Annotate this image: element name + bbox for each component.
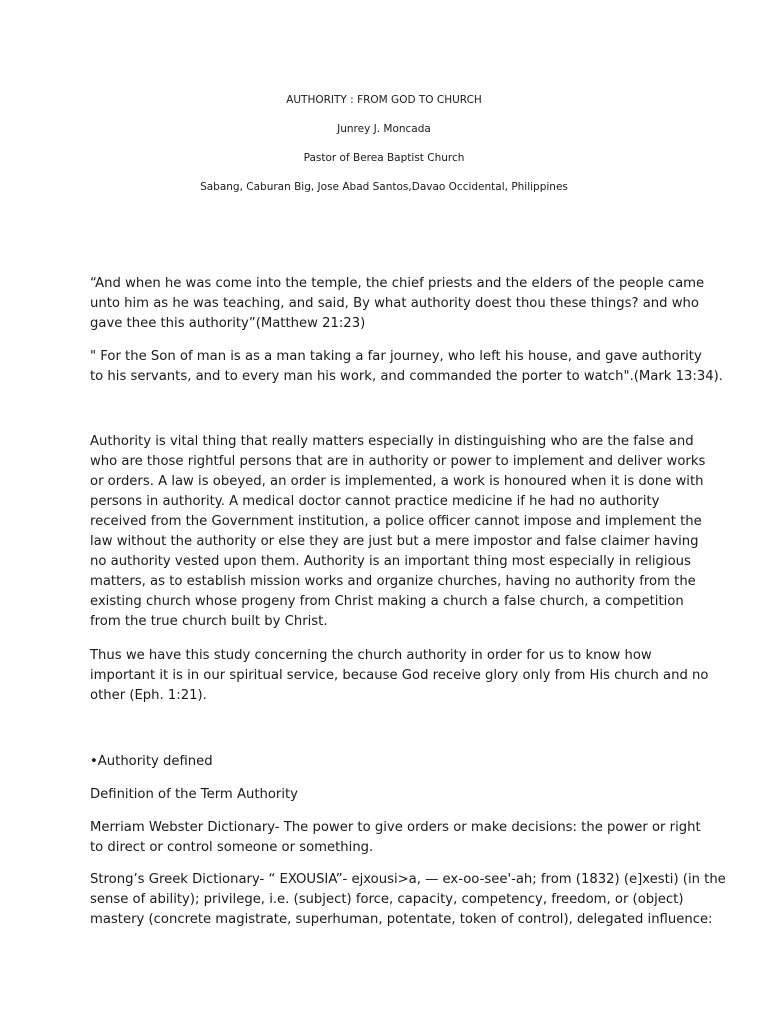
section-heading-authority-defined (90, 752, 690, 772)
author-position: Pastor of Berea Baptist Church (303, 152, 465, 164)
text-line: or orders. A law is obeyed, an order is implemented, a work is honoured when it is done with (90, 474, 704, 489)
author-name: Junrey J. Moncada (337, 123, 431, 135)
definition-merriam-webster (90, 818, 701, 858)
subheading-text: Definition of the Term Authority (90, 787, 298, 802)
text-line: from the true church built by Christ. (90, 614, 328, 629)
text-line: to his servants, and to every man his work, and commanded the porter to watch".(Mark 13:34). (90, 369, 723, 384)
text-line: other (Eph. 1:21). (90, 688, 207, 703)
text-line: important it is in our spiritual service, because God receive glory only from His church and no (90, 668, 709, 683)
text-line: law without the authority or else they are just but a mere impostor and false claimer having (90, 534, 699, 549)
text-line: unto him as he was teaching, and said, By what authority doest thou these things? and who (90, 296, 699, 311)
text-line: mastery (concrete magistrate, superhuman, potentate, token of control), delegated influence: (90, 912, 713, 927)
text-line: Authority is vital thing that really matters especially in distinguishing who are the false and (90, 434, 694, 449)
bullet-heading: •Authority defined (90, 754, 213, 769)
text-line: Merriam Webster Dictionary- The power to give orders or make decisions: the power or right (90, 820, 701, 835)
author-location: Sabang, Caburan Big, Jose Abad Santos,Davao Occidental, Philippines (200, 181, 568, 193)
quote-matthew (90, 274, 705, 334)
definition-strongs-greek (90, 870, 726, 930)
text-line: received from the Government institution, a police officer cannot impose and implement the (90, 514, 702, 529)
text-line: “And when he was come into the temple, the chief priests and the elders of the people came (90, 276, 705, 291)
text-line: persons in authority. A medical doctor cannot practice medicine if he had no authority (90, 494, 660, 509)
subheading-definition (90, 785, 690, 805)
text-line: Strong’s Greek Dictionary- “ EXOUSIA”- ejxousi>a, — ex-oo-see'-ah; from (1832) (e]xesti) (in the (90, 872, 726, 887)
text-line: who are those rightful persons that are in authority or power to implement and deliver works (90, 454, 706, 469)
document-title: AUTHORITY : FROM GOD TO CHURCH (286, 94, 482, 106)
text-line: sense of ability); privilege, i.e. (subject) force, capacity, competency, freedom, or (object) (90, 892, 684, 907)
paragraph-authority-vital (90, 432, 706, 632)
text-line: no authority vested upon them. Authority is an important thing most especially in religious (90, 554, 691, 569)
text-line: existing church whose progeny from Christ making a church a false church, a competition (90, 594, 684, 609)
text-line: Thus we have this study concerning the church authority in order for us to know how (90, 648, 652, 663)
paragraph-study-concerning (90, 646, 709, 706)
text-line: " For the Son of man is as a man taking a far journey, who left his house, and gave authority (90, 349, 702, 364)
quote-mark (90, 347, 723, 387)
text-line: matters, as to establish mission works and organize churches, having no authority from the (90, 574, 696, 589)
text-line: to direct or control someone or something. (90, 840, 374, 855)
text-line: gave thee this authority”(Matthew 21:23) (90, 316, 366, 331)
